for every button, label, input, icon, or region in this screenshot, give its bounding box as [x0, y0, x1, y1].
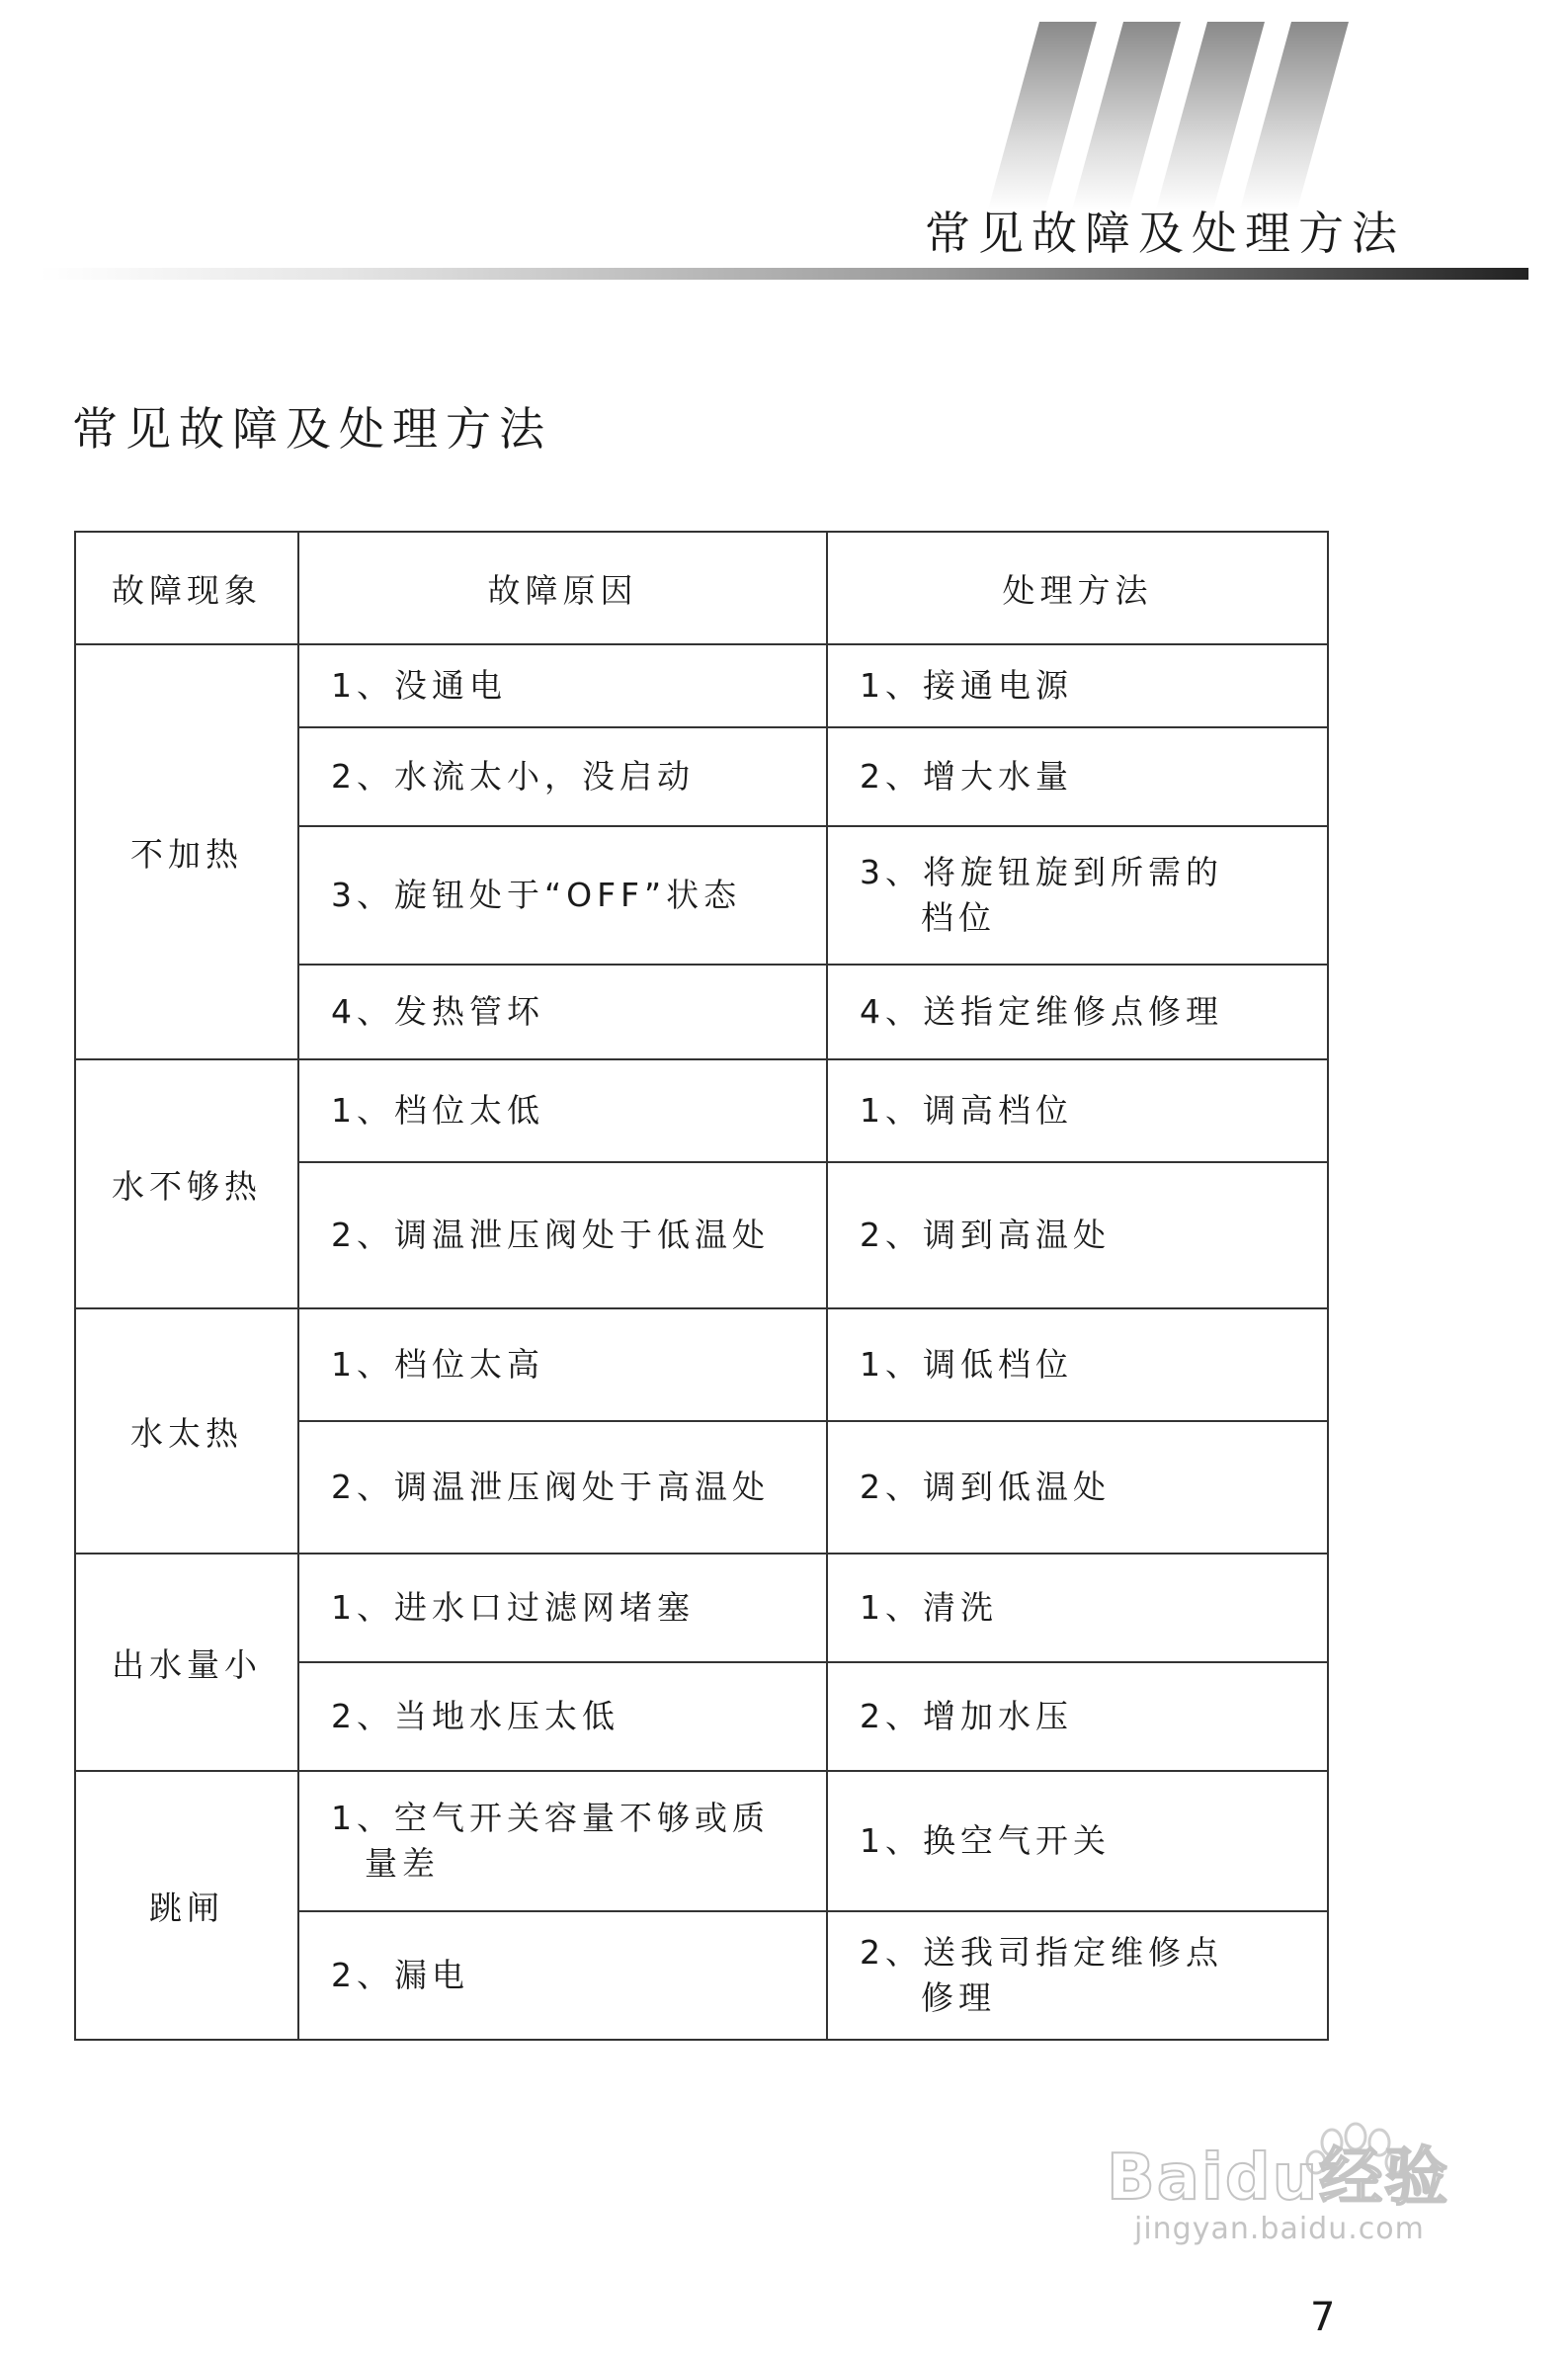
symptom-cell: 水太热 [75, 1308, 298, 1554]
cause-text: 1、空气开关容量不够或质 [331, 1799, 770, 1837]
cause-text: 4、发热管坏 [331, 992, 544, 1031]
cause-cell [298, 1771, 827, 1911]
fix-text: 1、接通电源 [860, 666, 1073, 705]
cause-text: 1、档位太低 [331, 1091, 544, 1130]
cause-cell [298, 727, 827, 826]
cause-text: 2、当地水压太低 [331, 1697, 619, 1735]
cause-cell [298, 1059, 827, 1162]
fix-text: 1、调低档位 [860, 1345, 1073, 1384]
cause-text: 2、调温泄压阀处于高温处 [331, 1468, 770, 1506]
fix-cell [827, 1662, 1328, 1771]
fix-cell [827, 1911, 1328, 2040]
cause-cell [298, 1662, 827, 1771]
symptom-cell: 出水量小 [75, 1554, 298, 1771]
cause-cell [298, 1554, 827, 1662]
fix-text: 1、换空气开关 [860, 1821, 1111, 1860]
cause-text-continued: 量差 [365, 1844, 440, 1883]
header-divider-bar [40, 268, 1528, 280]
fix-cell [827, 965, 1328, 1059]
fix-cell [827, 1162, 1328, 1308]
fix-text-continued: 修理 [921, 1978, 996, 2017]
fix-text-continued: 档位 [921, 898, 996, 937]
fix-cell [827, 727, 1328, 826]
fix-text: 3、将旋钮旋到所需的 [860, 853, 1223, 891]
fix-text: 4、送指定维修点修理 [860, 992, 1223, 1031]
cause-cell [298, 965, 827, 1059]
cause-cell [298, 826, 827, 965]
header-stripes-graphic [949, 22, 1383, 210]
header-title: 常见故障及处理方法 [925, 207, 1405, 260]
fix-cell [827, 1059, 1328, 1162]
cause-text: 1、档位太高 [331, 1345, 544, 1384]
fix-cell [827, 1771, 1328, 1911]
fix-text: 2、增加水压 [860, 1697, 1073, 1735]
page-number: 7 [1310, 2295, 1336, 2340]
table-row [75, 1771, 1328, 1911]
fix-text: 2、增大水量 [860, 757, 1073, 796]
cause-cell [298, 1911, 827, 2040]
symptom-cell: 不加热 [75, 644, 298, 1059]
watermark-url: jingyan.baidu.com [1134, 2212, 1425, 2246]
symptom-cell: 跳闸 [75, 1771, 298, 2040]
column-header-fix: 处理方法 [827, 532, 1328, 644]
watermark-brand: Baidu经验 [1107, 2142, 1450, 2215]
section-title: 常见故障及处理方法 [72, 402, 552, 456]
fix-text: 1、清洗 [860, 1588, 998, 1627]
table-row [75, 1308, 1328, 1421]
fix-cell [827, 1421, 1328, 1554]
cause-text: 1、没通电 [331, 666, 507, 705]
cause-text: 2、调温泄压阀处于低温处 [331, 1216, 770, 1254]
cause-text: 1、进水口过滤网堵塞 [331, 1588, 695, 1627]
table-row [75, 1554, 1328, 1662]
table-header-row [75, 532, 1328, 644]
symptom-cell: 水不够热 [75, 1059, 298, 1308]
fix-text: 1、调高档位 [860, 1091, 1073, 1130]
fix-cell [827, 644, 1328, 727]
cause-text: 2、水流太小，没启动 [331, 757, 695, 796]
cause-cell [298, 1421, 827, 1554]
cause-cell [298, 644, 827, 727]
troubleshooting-table [74, 531, 1329, 2041]
fix-text: 2、调到高温处 [860, 1216, 1111, 1254]
cause-cell [298, 1162, 827, 1308]
cause-cell [298, 1308, 827, 1421]
cause-text: 3、旋钮处于“OFF”状态 [331, 876, 742, 914]
column-header-cause: 故障原因 [298, 532, 827, 644]
fix-cell [827, 1554, 1328, 1662]
column-header-symptom: 故障现象 [75, 532, 298, 644]
fix-text: 2、送我司指定维修点 [860, 1933, 1223, 1972]
cause-text: 2、漏电 [331, 1956, 469, 1994]
fix-cell [827, 826, 1328, 965]
fix-cell [827, 1308, 1328, 1421]
table-row [75, 644, 1328, 727]
table-row [75, 1059, 1328, 1162]
fix-text: 2、调到低温处 [860, 1468, 1111, 1506]
